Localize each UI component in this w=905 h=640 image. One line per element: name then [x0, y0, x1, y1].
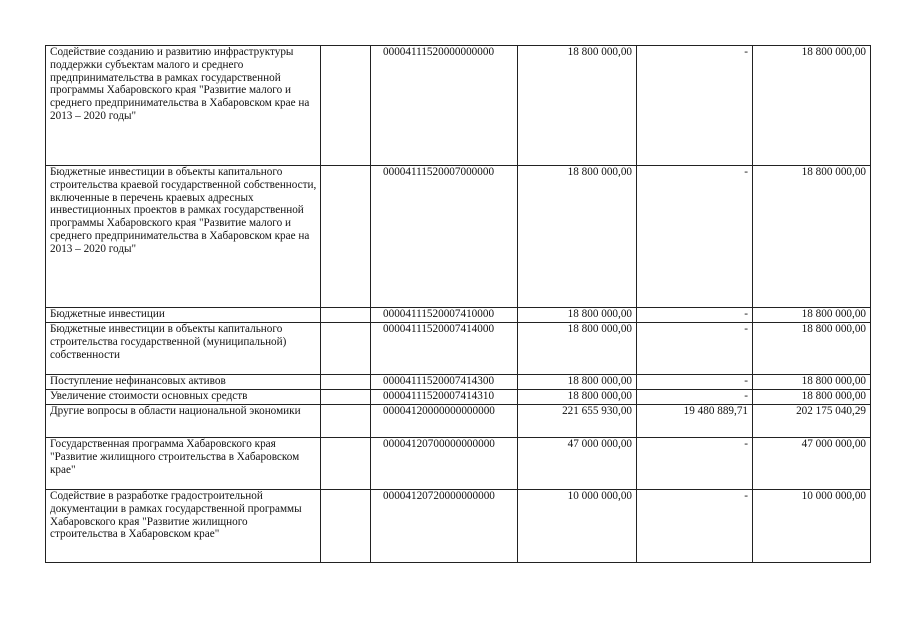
table-row: [46, 308, 871, 323]
row-total-cell: 47 000 000,00: [753, 438, 871, 490]
empty-cell: [321, 166, 371, 308]
row-name-cell: Увеличение стоимости основных средств: [46, 390, 321, 405]
row-name-cell: Бюджетные инвестиции: [46, 308, 321, 323]
row-name-cell: Бюджетные инвестиции в объекты капитального строительства краевой государственной собственности, включенные в перечень краевых адресных инвестиционных проектов в рамках государственной программы Хабаровского края "Развитие малого и среднего предпринимательства в Хабаровском крае на 2013 – 2020 годы": [46, 166, 321, 308]
row-change-cell: -: [637, 375, 753, 390]
row-total-cell: 10 000 000,00: [753, 490, 871, 563]
row-code-cell: 00004111520000000000: [371, 46, 518, 166]
row-plan-cell: 18 800 000,00: [518, 323, 637, 375]
row-name-cell: Содействие в разработке градостроительной документации в рамках государственной программы Хабаровского края "Развитие жилищного строительства в Хабаровском крае": [46, 490, 321, 563]
row-plan-cell: 18 800 000,00: [518, 166, 637, 308]
budget-table: [45, 45, 871, 563]
row-total-cell: 18 800 000,00: [753, 323, 871, 375]
empty-cell: [321, 46, 371, 166]
empty-cell: [321, 438, 371, 490]
row-change-cell: -: [637, 46, 753, 166]
row-name-cell: Содействие созданию и развитию инфраструктуры поддержки субъектам малого и среднего предпринимательства в рамках государственной программы Хабаровского края "Развитие малого и среднего предпринимательства в Хабаровском крае на 2013 – 2020 годы": [46, 46, 321, 166]
row-code-cell: 00004120000000000000: [371, 405, 518, 438]
row-plan-cell: 18 800 000,00: [518, 308, 637, 323]
empty-cell: [321, 375, 371, 390]
row-total-cell: 18 800 000,00: [753, 390, 871, 405]
row-change-cell: -: [637, 166, 753, 308]
row-total-cell: 18 800 000,00: [753, 166, 871, 308]
row-change-cell: -: [637, 438, 753, 490]
row-code-cell: 00004111520007414300: [371, 375, 518, 390]
empty-cell: [321, 390, 371, 405]
table-row: [46, 405, 871, 438]
row-change-cell: -: [637, 390, 753, 405]
table-row: [46, 323, 871, 375]
row-plan-cell: 18 800 000,00: [518, 390, 637, 405]
empty-cell: [321, 490, 371, 563]
row-name-cell: Другие вопросы в области национальной экономики: [46, 405, 321, 438]
row-change-cell: -: [637, 308, 753, 323]
row-code-cell: 00004111520007410000: [371, 308, 518, 323]
table-row: [46, 46, 871, 166]
row-total-cell: 18 800 000,00: [753, 308, 871, 323]
table-row: [46, 375, 871, 390]
table-row: [46, 438, 871, 490]
row-plan-cell: 18 800 000,00: [518, 375, 637, 390]
row-name-cell: Бюджетные инвестиции в объекты капитального строительства государственной (муниципальной) собственности: [46, 323, 321, 375]
row-plan-cell: 47 000 000,00: [518, 438, 637, 490]
row-name-cell: Поступление нефинансовых активов: [46, 375, 321, 390]
table-row: [46, 390, 871, 405]
table-row: [46, 490, 871, 563]
row-total-cell: 18 800 000,00: [753, 375, 871, 390]
row-plan-cell: 221 655 930,00: [518, 405, 637, 438]
row-code-cell: 00004111520007414000: [371, 323, 518, 375]
row-code-cell: 00004111520007000000: [371, 166, 518, 308]
row-code-cell: 00004120700000000000: [371, 438, 518, 490]
empty-cell: [321, 323, 371, 375]
row-plan-cell: 10 000 000,00: [518, 490, 637, 563]
empty-cell: [321, 405, 371, 438]
table-row: [46, 166, 871, 308]
row-name-cell: Государственная программа Хабаровского края "Развитие жилищного строительства в Хабаровском крае": [46, 438, 321, 490]
row-change-cell: 19 480 889,71: [637, 405, 753, 438]
row-plan-cell: 18 800 000,00: [518, 46, 637, 166]
row-total-cell: 202 175 040,29: [753, 405, 871, 438]
row-code-cell: 00004111520007414310: [371, 390, 518, 405]
row-change-cell: -: [637, 323, 753, 375]
row-total-cell: 18 800 000,00: [753, 46, 871, 166]
empty-cell: [321, 308, 371, 323]
row-change-cell: -: [637, 490, 753, 563]
row-code-cell: 00004120720000000000: [371, 490, 518, 563]
